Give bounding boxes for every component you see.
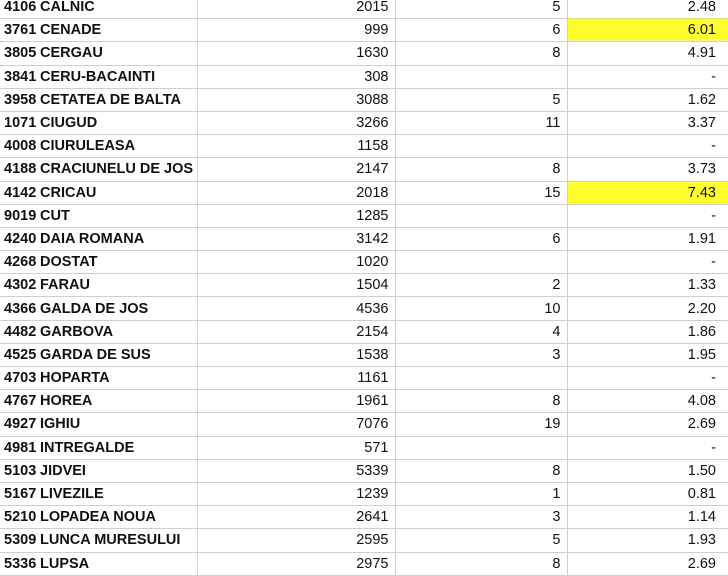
table-row[interactable] (0, 0, 728, 19)
population-cell[interactable]: 999 (197, 19, 395, 42)
population-cell[interactable]: 3088 (197, 88, 395, 111)
locality-name: JIDVEI (40, 462, 86, 479)
locality-name: CUT (40, 207, 70, 224)
population-cell[interactable]: 1239 (197, 482, 395, 505)
locality-cell[interactable] (0, 0, 197, 19)
locality-name: HOREA (40, 393, 93, 410)
locality-code: 4106 (4, 0, 37, 16)
population-cell[interactable]: 2595 (197, 529, 395, 552)
locality-cell[interactable] (0, 65, 197, 88)
table-row[interactable] (0, 436, 728, 459)
locality-code: 4302 (4, 277, 37, 294)
locality-code: 4767 (4, 393, 37, 410)
locality-code: 5336 (4, 555, 37, 572)
count-cell[interactable]: 8 (395, 552, 567, 575)
locality-cell[interactable] (0, 111, 197, 134)
table-row[interactable] (0, 343, 728, 366)
locality-name: CETATEA DE BALTA (40, 91, 181, 108)
locality-cell[interactable] (0, 19, 197, 42)
count-cell[interactable]: 1 (395, 482, 567, 505)
locality-name: CIUGUD (40, 115, 98, 132)
table-row[interactable] (0, 251, 728, 274)
locality-name: LUPSA (40, 555, 90, 572)
rate-cell[interactable]: - (567, 135, 728, 158)
table-row[interactable] (0, 529, 728, 552)
table-row[interactable] (0, 459, 728, 482)
locality-name: HOPARTA (40, 370, 110, 387)
rate-cell[interactable]: - (567, 367, 728, 390)
locality-name: CALNIC (40, 0, 95, 16)
table-row[interactable] (0, 111, 728, 134)
rate-cell[interactable]: - (567, 65, 728, 88)
locality-code: 5210 (4, 509, 37, 526)
locality-cell[interactable] (0, 367, 197, 390)
table-row[interactable] (0, 135, 728, 158)
population-cell[interactable]: 1538 (197, 343, 395, 366)
table-row[interactable] (0, 158, 728, 181)
locality-name: LUNCA MURESULUI (40, 532, 181, 549)
count-cell[interactable]: 6 (395, 227, 567, 250)
locality-cell[interactable] (0, 42, 197, 65)
count-cell[interactable] (395, 251, 567, 274)
population-cell[interactable]: 308 (197, 65, 395, 88)
locality-cell[interactable] (0, 529, 197, 552)
rate-cell[interactable]: 1.86 (567, 320, 728, 343)
rate-cell[interactable]: 2.69 (567, 552, 728, 575)
population-cell[interactable]: 4536 (197, 297, 395, 320)
count-cell[interactable]: 8 (395, 390, 567, 413)
locality-cell[interactable] (0, 227, 197, 250)
count-cell[interactable]: 8 (395, 459, 567, 482)
population-cell[interactable]: 1961 (197, 390, 395, 413)
population-cell[interactable]: 3142 (197, 227, 395, 250)
rate-cell[interactable]: 1.93 (567, 529, 728, 552)
population-cell[interactable]: 1504 (197, 274, 395, 297)
locality-cell[interactable] (0, 343, 197, 366)
count-cell[interactable] (395, 436, 567, 459)
population-cell[interactable]: 3266 (197, 111, 395, 134)
population-cell[interactable]: 1161 (197, 367, 395, 390)
locality-cell[interactable] (0, 88, 197, 111)
rate-cell[interactable]: 6.01 (567, 19, 728, 42)
locality-code: 3805 (4, 45, 37, 62)
locality-code: 5309 (4, 532, 37, 549)
locality-code: 4268 (4, 254, 37, 271)
population-cell[interactable]: 2147 (197, 158, 395, 181)
population-cell[interactable]: 1285 (197, 204, 395, 227)
rate-cell[interactable]: - (567, 251, 728, 274)
locality-name: INTREGALDE (40, 439, 135, 456)
locality-code: 4188 (4, 161, 37, 178)
locality-cell[interactable] (0, 158, 197, 181)
rate-cell[interactable]: 1.50 (567, 459, 728, 482)
table-row[interactable] (0, 274, 728, 297)
population-cell[interactable]: 7076 (197, 413, 395, 436)
count-cell[interactable]: 11 (395, 111, 567, 134)
locality-name: GALDA DE JOS (40, 300, 149, 317)
locality-cell[interactable] (0, 204, 197, 227)
count-cell[interactable]: 2 (395, 274, 567, 297)
locality-code: 4240 (4, 230, 37, 247)
population-cell[interactable]: 1630 (197, 42, 395, 65)
table-row[interactable] (0, 227, 728, 250)
count-cell[interactable]: 5 (395, 529, 567, 552)
table-row[interactable] (0, 413, 728, 436)
locality-name: LOPADEA NOUA (40, 509, 156, 526)
rate-cell[interactable]: 7.43 (567, 181, 728, 204)
table-row[interactable] (0, 65, 728, 88)
rate-cell[interactable]: 1.91 (567, 227, 728, 250)
locality-code: 4008 (4, 138, 37, 155)
count-cell[interactable] (395, 65, 567, 88)
count-cell[interactable]: 3 (395, 343, 567, 366)
count-cell[interactable]: 15 (395, 181, 567, 204)
rate-cell[interactable]: 1.33 (567, 274, 728, 297)
rate-cell[interactable]: 1.95 (567, 343, 728, 366)
population-cell[interactable]: 5339 (197, 459, 395, 482)
locality-name: CERGAU (40, 45, 103, 62)
table-row[interactable] (0, 482, 728, 505)
locality-code: 3958 (4, 91, 37, 108)
locality-name: CIURULEASA (40, 138, 136, 155)
table-row[interactable] (0, 204, 728, 227)
locality-code: 4525 (4, 346, 37, 363)
locality-name: IGHIU (40, 416, 81, 433)
locality-cell[interactable] (0, 413, 197, 436)
locality-name: LIVEZILE (40, 486, 104, 503)
count-cell[interactable] (395, 367, 567, 390)
locality-cell[interactable] (0, 482, 197, 505)
table-row[interactable] (0, 42, 728, 65)
table-row[interactable] (0, 552, 728, 575)
locality-name: CRICAU (40, 184, 97, 201)
locality-cell[interactable] (0, 436, 197, 459)
rate-cell[interactable]: 3.73 (567, 158, 728, 181)
locality-name: DOSTAT (40, 254, 98, 271)
locality-cell[interactable] (0, 251, 197, 274)
table-row[interactable] (0, 181, 728, 204)
table-row[interactable] (0, 506, 728, 529)
locality-name: GARDA DE SUS (40, 346, 151, 363)
count-cell[interactable]: 4 (395, 320, 567, 343)
locality-code: 4703 (4, 370, 37, 387)
table-row[interactable] (0, 320, 728, 343)
locality-code: 4482 (4, 323, 37, 340)
table-row[interactable] (0, 367, 728, 390)
locality-cell[interactable] (0, 297, 197, 320)
locality-code: 4981 (4, 439, 37, 456)
locality-cell[interactable] (0, 390, 197, 413)
table-row[interactable] (0, 19, 728, 42)
count-cell[interactable]: 10 (395, 297, 567, 320)
count-cell[interactable]: 5 (395, 0, 567, 19)
count-cell[interactable]: 5 (395, 88, 567, 111)
rate-cell[interactable]: 2.20 (567, 297, 728, 320)
locality-code: 1071 (4, 115, 37, 132)
locality-code: 4366 (4, 300, 37, 317)
population-cell[interactable]: 2641 (197, 506, 395, 529)
locality-cell[interactable] (0, 459, 197, 482)
count-cell[interactable] (395, 204, 567, 227)
rate-cell[interactable]: 1.14 (567, 506, 728, 529)
rate-cell[interactable]: 1.62 (567, 88, 728, 111)
table-row[interactable] (0, 390, 728, 413)
population-cell[interactable]: 571 (197, 436, 395, 459)
rate-cell[interactable]: - (567, 204, 728, 227)
locality-cell[interactable] (0, 274, 197, 297)
rate-cell[interactable]: - (567, 436, 728, 459)
count-cell[interactable]: 3 (395, 506, 567, 529)
table-row[interactable] (0, 88, 728, 111)
rate-cell[interactable]: 3.37 (567, 111, 728, 134)
locality-name: FARAU (40, 277, 90, 294)
locality-name: CERU-BACAINTI (40, 68, 156, 85)
locality-cell[interactable] (0, 135, 197, 158)
locality-cell[interactable] (0, 552, 197, 575)
population-cell[interactable]: 1158 (197, 135, 395, 158)
locality-name: GARBOVA (40, 323, 114, 340)
count-cell[interactable] (395, 135, 567, 158)
locality-cell[interactable] (0, 181, 197, 204)
locality-code: 3841 (4, 68, 37, 85)
rate-cell[interactable]: 2.69 (567, 413, 728, 436)
locality-code: 5167 (4, 486, 37, 503)
count-cell[interactable]: 19 (395, 413, 567, 436)
locality-cell[interactable] (0, 506, 197, 529)
rate-cell[interactable]: 4.91 (567, 42, 728, 65)
locality-cell[interactable] (0, 320, 197, 343)
locality-code: 4142 (4, 184, 37, 201)
count-cell[interactable]: 8 (395, 158, 567, 181)
rate-cell[interactable]: 2.48 (567, 0, 728, 19)
population-cell[interactable]: 2018 (197, 181, 395, 204)
locality-code: 3761 (4, 22, 37, 39)
table-row[interactable] (0, 297, 728, 320)
locality-name: CENADE (40, 22, 102, 39)
rate-cell[interactable]: 4.08 (567, 390, 728, 413)
population-cell[interactable]: 2015 (197, 0, 395, 19)
rate-cell[interactable]: 0.81 (567, 482, 728, 505)
locality-code: 5103 (4, 462, 37, 479)
population-cell[interactable]: 2154 (197, 320, 395, 343)
population-cell[interactable]: 1020 (197, 251, 395, 274)
locality-code: 9019 (4, 207, 37, 224)
locality-name: DAIA ROMANA (40, 230, 145, 247)
count-cell[interactable]: 6 (395, 19, 567, 42)
count-cell[interactable]: 8 (395, 42, 567, 65)
locality-name: CRACIUNELU DE JOS (40, 161, 194, 178)
population-cell[interactable]: 2975 (197, 552, 395, 575)
locality-code: 4927 (4, 416, 37, 433)
